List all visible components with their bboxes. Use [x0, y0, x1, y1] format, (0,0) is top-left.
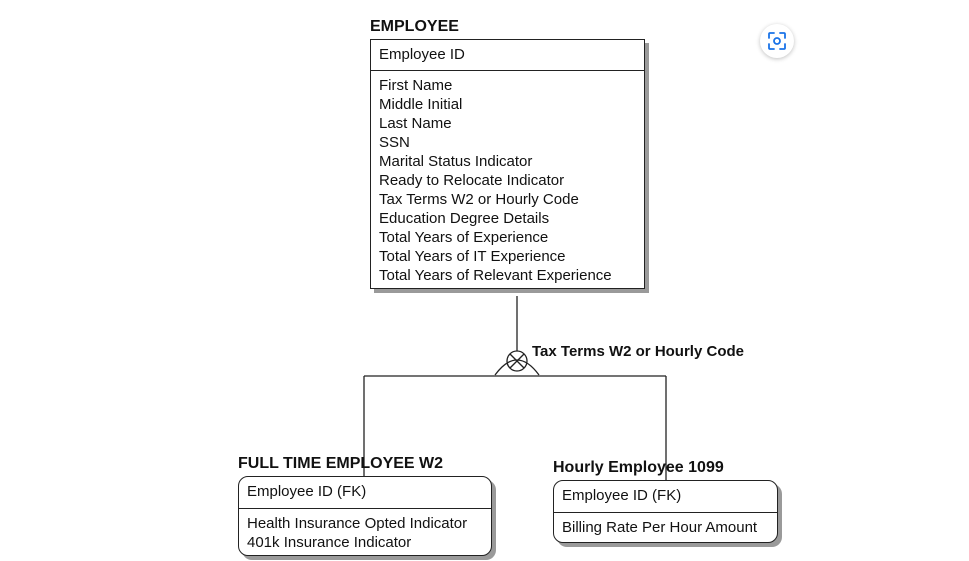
- employee-entity-title: EMPLOYEE: [370, 18, 459, 35]
- visual-search-button[interactable]: [760, 24, 794, 58]
- hourly-key-section: [554, 481, 777, 513]
- fulltime-entity-title: FULL TIME EMPLOYEE W2: [238, 455, 444, 472]
- employee-attribute: Last Name: [379, 115, 452, 132]
- hourly-entity[interactable]: [553, 480, 778, 543]
- employee-entity[interactable]: [370, 39, 645, 289]
- employee-attribute: Education Degree Details: [379, 210, 550, 227]
- hourly-entity-title: Hourly Employee 1099: [553, 459, 724, 476]
- employee-attribute: Total Years of Relevant Experience: [379, 267, 612, 284]
- fulltime-key-attribute: Employee ID (FK): [247, 483, 367, 500]
- fulltime-attribute: Health Insurance Opted Indicator: [247, 515, 468, 532]
- employee-attribute: Ready to Relocate Indicator: [379, 172, 565, 189]
- hourly-key-attribute: Employee ID (FK): [562, 487, 682, 504]
- employee-attribute: First Name: [379, 77, 453, 94]
- fulltime-attribute-section: [239, 509, 491, 555]
- fulltime-entity[interactable]: [238, 476, 492, 556]
- employee-attribute: Tax Terms W2 or Hourly Code: [379, 191, 579, 208]
- visual-search-icon: [767, 31, 787, 51]
- discriminator-label: Tax Terms W2 or Hourly Code: [532, 343, 744, 360]
- employee-key-attribute: Employee ID: [379, 46, 465, 63]
- employee-attribute: Middle Initial: [379, 96, 463, 113]
- fulltime-attribute: 401k Insurance Indicator: [247, 534, 412, 551]
- hourly-attribute-section: [554, 513, 777, 542]
- hourly-attribute: Billing Rate Per Hour Amount: [562, 519, 758, 536]
- employee-attribute: SSN: [379, 134, 410, 151]
- employee-attribute-section: [371, 71, 644, 288]
- employee-attribute: Total Years of Experience: [379, 229, 549, 246]
- visual-search-button-wrap: [744, 16, 794, 66]
- fulltime-key-section: [239, 477, 491, 509]
- employee-attribute: Marital Status Indicator: [379, 153, 533, 170]
- employee-attribute: Total Years of IT Experience: [379, 248, 566, 265]
- employee-key-section: [371, 40, 644, 71]
